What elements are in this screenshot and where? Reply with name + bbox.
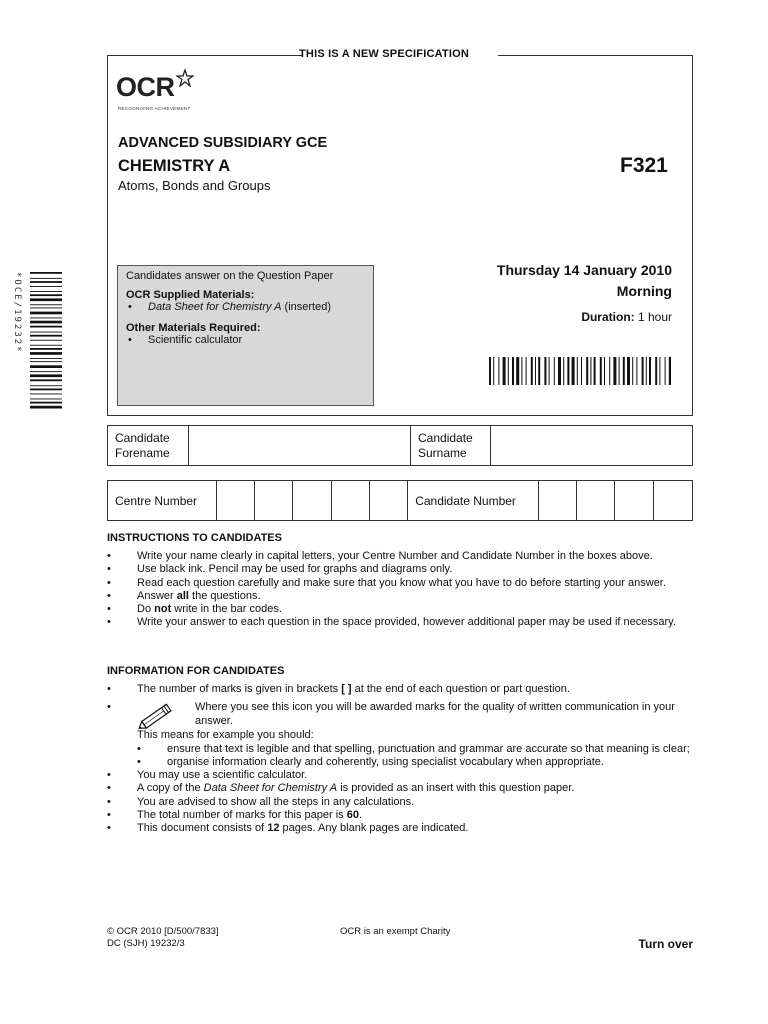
information-list [107, 683, 697, 836]
unit-title: Atoms, Bonds and Groups [118, 178, 271, 193]
list-item: • The total number of marks for this paper is 60. [107, 809, 363, 822]
list-item: • Answer all the questions. [107, 589, 261, 602]
star-icon [176, 69, 194, 87]
logo-text: OCR [116, 72, 175, 102]
list-item: • The number of marks is given in brackets [ ] at the end of each question or part question. [107, 683, 570, 695]
subject: CHEMISTRY A [118, 157, 231, 175]
pencil-icon [135, 699, 181, 731]
list-item: • A copy of the Data Sheet for Chemistry A is provided as an insert with this question paper. [107, 782, 575, 795]
ocr-logo [116, 72, 216, 120]
forename-field[interactable] [189, 426, 411, 465]
centre-number-cell[interactable] [370, 481, 408, 520]
exam-date: Thursday 14 January 2010 [496, 262, 672, 278]
centre-number-cell[interactable] [332, 481, 370, 520]
materials-box [117, 265, 374, 406]
exam-duration: Duration: 1 hour [581, 310, 672, 324]
candidate-number-cell[interactable] [539, 481, 577, 520]
answer-note: Candidates answer on the Question Paper [126, 270, 334, 282]
supplied-heading: OCR Supplied Materials: [126, 289, 255, 301]
surname-field[interactable] [491, 426, 692, 465]
spec-notice: THIS IS A NEW SPECIFICATION [299, 48, 469, 60]
footer-charity: OCR is an exempt Charity [340, 926, 451, 937]
candidate-name-row [107, 425, 693, 466]
candidate-number-label: Candidate Number [408, 481, 538, 520]
forename-label: Candidate Forename [108, 426, 189, 465]
qualification: ADVANCED SUBSIDIARY GCE [118, 135, 328, 151]
barcode-vertical [30, 272, 62, 410]
list-item: • This document consists of 12 pages. Any blank pages are indicated. [107, 822, 469, 835]
sub-item: • organise information clearly and coherently, using specialist vocabulary when appropriate. [137, 755, 604, 768]
centre-number-cell[interactable] [293, 481, 331, 520]
supplied-item: • Data Sheet for Chemistry A (inserted) [126, 301, 365, 313]
footer-copyright: © OCR 2010 [D/500/7833] DC (SJH) 19232/3 [107, 926, 219, 949]
centre-number-cell[interactable] [255, 481, 293, 520]
number-row [107, 480, 693, 521]
list-item: • Write your answer to each question in the space provided, however additional paper may be used if necessary. [107, 616, 676, 629]
sub-item: • ensure that text is legible and that spelling, punctuation and grammar are accurate so that meaning is clear; [137, 742, 690, 755]
side-barcode-text: *OCE/19232* [12, 272, 22, 354]
list-item: • Do not write in the bar codes. [107, 603, 282, 616]
candidate-number-cell[interactable] [615, 481, 653, 520]
list-item: • Write your name clearly in capital letters, your Centre Number and Candidate Number in the boxes above. [107, 550, 653, 562]
logo-tagline: RECOGNISING ACHIEVEMENT [118, 106, 191, 111]
centre-number-cell[interactable] [217, 481, 255, 520]
candidate-number-cell[interactable] [654, 481, 692, 520]
information-heading: INFORMATION FOR CANDIDATES [107, 665, 285, 677]
exam-session: Morning [616, 283, 672, 299]
required-item: • Scientific calculator [126, 334, 365, 346]
centre-number-label: Centre Number [108, 481, 217, 520]
qwc-item: • Where you see this icon you will be awarded marks for the quality of written communication in your answer. [107, 701, 697, 729]
means-text: This means for example you should: [137, 729, 314, 742]
required-heading: Other Materials Required: [126, 322, 261, 334]
candidate-number-cell[interactable] [577, 481, 615, 520]
paper-code: F321 [620, 154, 668, 177]
surname-label: Candidate Surname [411, 426, 491, 465]
barcode-horizontal [489, 357, 671, 389]
turn-over: Turn over [638, 937, 693, 951]
instructions-heading: INSTRUCTIONS TO CANDIDATES [107, 532, 282, 544]
list-item: • Use black ink. Pencil may be used for graphs and diagrams only. [107, 563, 453, 576]
list-item: • Read each question carefully and make sure that you know what you have to do before starting your answer. [107, 576, 666, 589]
instructions-list [107, 550, 697, 630]
list-item: • You may use a scientific calculator. [107, 769, 308, 782]
list-item: • You are advised to show all the steps in any calculations. [107, 795, 415, 808]
